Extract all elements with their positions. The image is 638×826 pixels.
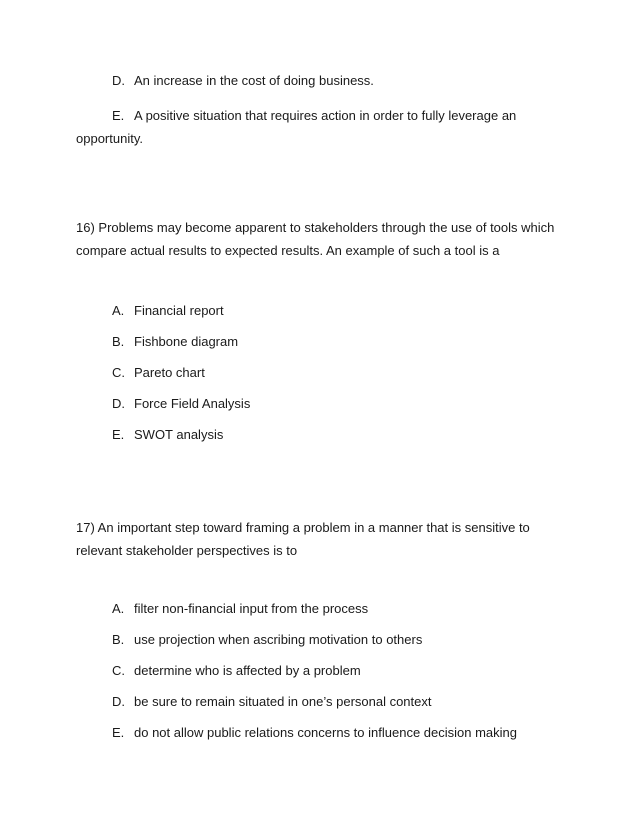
option-letter: C. xyxy=(112,663,125,678)
option-d-prev xyxy=(112,72,374,90)
q17-option-e xyxy=(112,724,517,742)
option-text: filter non-financial input from the process xyxy=(134,601,369,616)
q16-option-e xyxy=(112,426,223,444)
option-text: Financial report xyxy=(134,303,224,318)
option-letter: A. xyxy=(112,303,125,318)
option-text: Fishbone diagram xyxy=(134,334,239,349)
option-letter: E. xyxy=(112,108,125,123)
option-text: use projection when ascribing motivation to others xyxy=(134,632,423,647)
q16-option-b xyxy=(112,333,238,351)
option-text: A positive situation that requires action in order to fully leverage an opportunity. xyxy=(76,108,517,146)
option-letter: E. xyxy=(112,725,125,740)
option-text: determine who is affected by a problem xyxy=(134,663,361,678)
q16-option-c xyxy=(112,364,205,382)
q17-option-c xyxy=(112,662,361,680)
q16-option-d xyxy=(112,395,250,413)
option-letter: C. xyxy=(112,365,125,380)
q17-option-d xyxy=(112,693,432,711)
question-17-stem: 17) An important step toward framing a problem in a manner that is sensitive to relevant stakeholder perspectives is to xyxy=(76,520,530,558)
option-letter: E. xyxy=(112,427,125,442)
question-16-stem: 16) Problems may become apparent to stakeholders through the use of tools which compare actual results to expected results. An example of such a tool is a xyxy=(76,220,555,258)
option-letter: A. xyxy=(112,601,125,616)
option-letter: D. xyxy=(112,396,125,411)
option-letter: D. xyxy=(112,73,125,88)
option-e-prev xyxy=(76,104,566,150)
option-text: Pareto chart xyxy=(134,365,205,380)
option-text: SWOT analysis xyxy=(134,427,224,442)
q17-option-b xyxy=(112,631,422,649)
option-text: be sure to remain situated in one’s personal context xyxy=(134,694,432,709)
option-text: Force Field Analysis xyxy=(134,396,251,411)
option-letter: D. xyxy=(112,694,125,709)
q16-option-a xyxy=(112,302,224,320)
option-text: An increase in the cost of doing business. xyxy=(134,73,374,88)
option-letter: B. xyxy=(112,334,125,349)
q17-option-a xyxy=(112,600,368,618)
option-text: do not allow public relations concerns to influence decision making xyxy=(134,725,517,740)
option-letter: B. xyxy=(112,632,125,647)
